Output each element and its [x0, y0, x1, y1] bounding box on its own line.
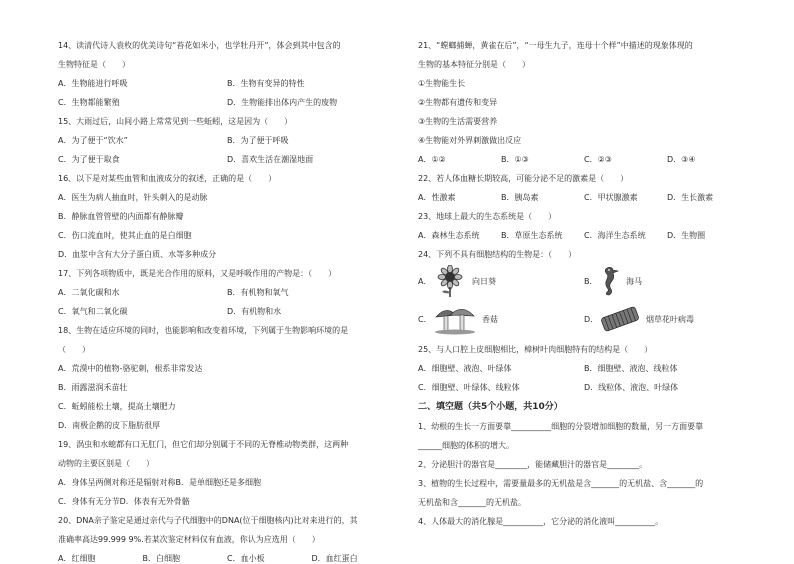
- question-24-stem: 24、下列不具有细胞结构的生物是：（ ）: [418, 250, 577, 259]
- question-20-stem-cont: 准确率高达99.999 9%.若某次鉴定材料仅有血液，你认为应选用（ ）: [58, 535, 320, 544]
- fill-question-1: 1、幼根的生长一方面要靠__________细胞的分裂增加细胞的数量，另一方面要靠: [418, 422, 704, 431]
- option-c[interactable]: C．生物都能繁殖: [58, 98, 120, 107]
- fill-question-3: 3、植物的生长过程中，需要量最多的无机盐是含_______的无机盐、含_______的: [418, 479, 704, 488]
- option-c[interactable]: C．为了便于取食: [58, 155, 120, 164]
- option-a[interactable]: A．二氧化碳和水: [58, 288, 120, 297]
- option-b[interactable]: B．细胞壁、液泡、线粒体: [584, 364, 678, 373]
- option-d[interactable]: D．生物圈: [667, 231, 706, 240]
- question-20-stem: 20、DNA亲子鉴定是通过亲代与子代细胞中的DNA(位于细胞核内)比对来进行的，其: [58, 516, 358, 525]
- option-b[interactable]: B．有机物和氧气: [227, 288, 289, 297]
- question-24-pics-row-1: [418, 264, 750, 298]
- option-b[interactable]: [584, 265, 750, 297]
- question-21-stem: 21、“螳螂捕蝉，黄雀在后”，“一母生九子，连母十个样”中描述的现象体现的: [418, 41, 693, 50]
- question-15-options: [58, 135, 396, 146]
- seahorse-icon: [598, 265, 622, 297]
- option-label: 向日葵: [472, 276, 496, 286]
- option-c-d[interactable]: C．身体有无分节D．体表有无外骨骼: [58, 497, 190, 506]
- right-column: [418, 40, 750, 527]
- option-label: 烟草花叶病毒: [646, 314, 694, 324]
- option-b[interactable]: B．生物有变异的特性: [227, 79, 305, 88]
- option-d[interactable]: D．生长激素: [667, 193, 714, 202]
- question-20-options: [58, 553, 396, 564]
- question-18-stem-cont: （ ）: [58, 345, 90, 354]
- option-c[interactable]: C．血小板: [227, 554, 265, 563]
- option-d[interactable]: D．南极企鹅的皮下脂肪很厚: [58, 421, 161, 430]
- fill-question-1-cont: ______细胞的体积的增大。: [418, 441, 514, 450]
- option-b[interactable]: B．静脉血管管壁的内面都有静脉瓣: [58, 212, 184, 221]
- option-a-b[interactable]: A．身体呈两侧对称还是辐射对称B．是单细胞还是多细胞: [58, 478, 261, 487]
- virus-icon: [598, 303, 642, 335]
- option-a[interactable]: A．①②: [418, 155, 446, 164]
- option-label: 海马: [626, 276, 642, 286]
- option-d[interactable]: D．有机物和水: [227, 307, 282, 316]
- question-21-options: [418, 154, 750, 165]
- question-19-stem: 19、涡虫和水螅都有口无肛门，但它们却分别属于不同的无脊椎动物类群，这两种: [58, 440, 349, 449]
- statement-3: ③生物的生活需要营养: [418, 117, 498, 126]
- option-b[interactable]: B．白细胞: [142, 554, 180, 563]
- option-b[interactable]: B．草原生态系统: [501, 231, 563, 240]
- option-b[interactable]: B．胰岛素: [501, 193, 539, 202]
- option-c[interactable]: [418, 303, 584, 335]
- question-21-stem-cont: 生物的基本特征分别是（ ）: [418, 60, 530, 69]
- option-c[interactable]: C．细胞壁、叶绿体、线粒体: [418, 383, 520, 392]
- statement-4: ④生物能对外界刺激做出反应: [418, 136, 522, 145]
- option-b[interactable]: B．雨露滋润禾苗壮: [58, 383, 128, 392]
- question-17-options: [58, 287, 396, 298]
- fill-question-4: 4、人体最大的消化腺是__________，它分泌的消化液叫__________。: [418, 517, 664, 526]
- option-a[interactable]: A．医生为病人抽血时，针头刺入的是动脉: [58, 193, 208, 202]
- option-a[interactable]: A．红细胞: [58, 554, 96, 563]
- option-c[interactable]: C．氧气和二氧化碳: [58, 307, 128, 316]
- option-a[interactable]: A．荒漠中的植物-骆驼刺，根系非常发达: [58, 364, 203, 373]
- option-b[interactable]: B．①③: [501, 155, 529, 164]
- option-d[interactable]: [584, 303, 750, 335]
- option-c[interactable]: C．蚯蚓能松土壤，提高土壤肥力: [58, 402, 176, 411]
- question-25-stem: 25、与人口腔上皮细胞相比，樟树叶肉细胞特有的结构是（ ）: [418, 345, 653, 354]
- option-letter: A．: [418, 276, 432, 286]
- option-a[interactable]: A．森林生态系统: [418, 231, 480, 240]
- question-18-stem: 18、生物在适应环境的同时，也能影响和改变着环境，下列属于生物影响环境的是: [58, 326, 349, 335]
- question-25-options-2: [418, 382, 750, 393]
- option-d[interactable]: D．③④: [667, 155, 696, 164]
- option-c[interactable]: C．海洋生态系统: [584, 231, 646, 240]
- option-c[interactable]: C．伤口流血时，使其止血的是白细胞: [58, 231, 192, 240]
- fill-question-2: 2、分泌胆汁的器官是________，能储藏胆汁的器官是________。: [418, 460, 648, 469]
- question-23-stem: 23、地球上最大的生态系统是（ ）: [418, 212, 557, 221]
- left-column: [58, 40, 396, 564]
- question-14-options: [58, 78, 396, 89]
- question-23-options: [418, 230, 750, 241]
- question-17-stem: 17、下列各项物质中，既是光合作用的原料，又是呼吸作用的产物是：（ ）: [58, 269, 337, 278]
- option-d[interactable]: D．血浆中含有大分子蛋白质、水等多种成分: [58, 250, 217, 259]
- question-14-stem-cont: 生物特征是（ ）: [58, 60, 130, 69]
- mushroom-icon: [432, 303, 478, 335]
- question-22-options: [418, 192, 750, 203]
- option-d[interactable]: D．线粒体、液泡、叶绿体: [584, 383, 679, 392]
- statement-1: ①生物能生长: [418, 79, 466, 88]
- statement-2: ②生物都有遗传和变异: [418, 98, 498, 107]
- question-25-options: [418, 363, 750, 374]
- question-24-pics-row-2: [418, 302, 750, 336]
- question-17-options-2: [58, 306, 396, 317]
- option-label: 香菇: [482, 314, 498, 324]
- option-d[interactable]: D．血红蛋白: [311, 554, 358, 563]
- question-15-stem: 15、大雨过后，山间小路上常常见到一些蚯蚓，这是因为（ ）: [58, 117, 293, 126]
- fill-question-3-cont: 无机盐和含_______的无机盐。: [418, 498, 526, 507]
- sunflower-icon: [432, 265, 468, 297]
- option-b[interactable]: B．为了便于呼吸: [227, 136, 289, 145]
- option-a[interactable]: A．细胞壁、液泡、叶绿体: [418, 364, 512, 373]
- option-d[interactable]: D．生物能排出体内产生的废物: [227, 98, 338, 107]
- question-15-options-2: [58, 154, 396, 165]
- option-letter: C．: [418, 314, 432, 324]
- option-a[interactable]: [418, 265, 584, 297]
- option-letter: D．: [584, 314, 599, 324]
- option-a[interactable]: A．生物能进行呼吸: [58, 79, 128, 88]
- option-letter: B．: [584, 276, 598, 286]
- question-14-stem: 14、读清代诗人袁枚的优美诗句“苔花如米小，也学牡丹开”，体会到其中包含的: [58, 41, 341, 50]
- question-22-stem: 22、若人体血糖长期较高，可能分泌不足的激素是（ ）: [418, 174, 629, 183]
- option-d[interactable]: D．喜欢生活在潮湿地面: [227, 155, 314, 164]
- option-c[interactable]: C．甲状腺激素: [584, 193, 638, 202]
- option-c[interactable]: C．②③: [584, 155, 612, 164]
- option-a[interactable]: A．性激素: [418, 193, 456, 202]
- question-19-stem-cont: 动物的主要区别是（ ）: [58, 459, 154, 468]
- question-16-stem: 16、以下是对某些血管和血液成分的叙述，正确的是（ ）: [58, 174, 277, 183]
- question-14-options-2: [58, 97, 396, 108]
- section-title: 二、填空题（共5个小题，共10分）: [418, 402, 563, 412]
- option-a[interactable]: A．为了便于“饮水”: [58, 136, 128, 145]
